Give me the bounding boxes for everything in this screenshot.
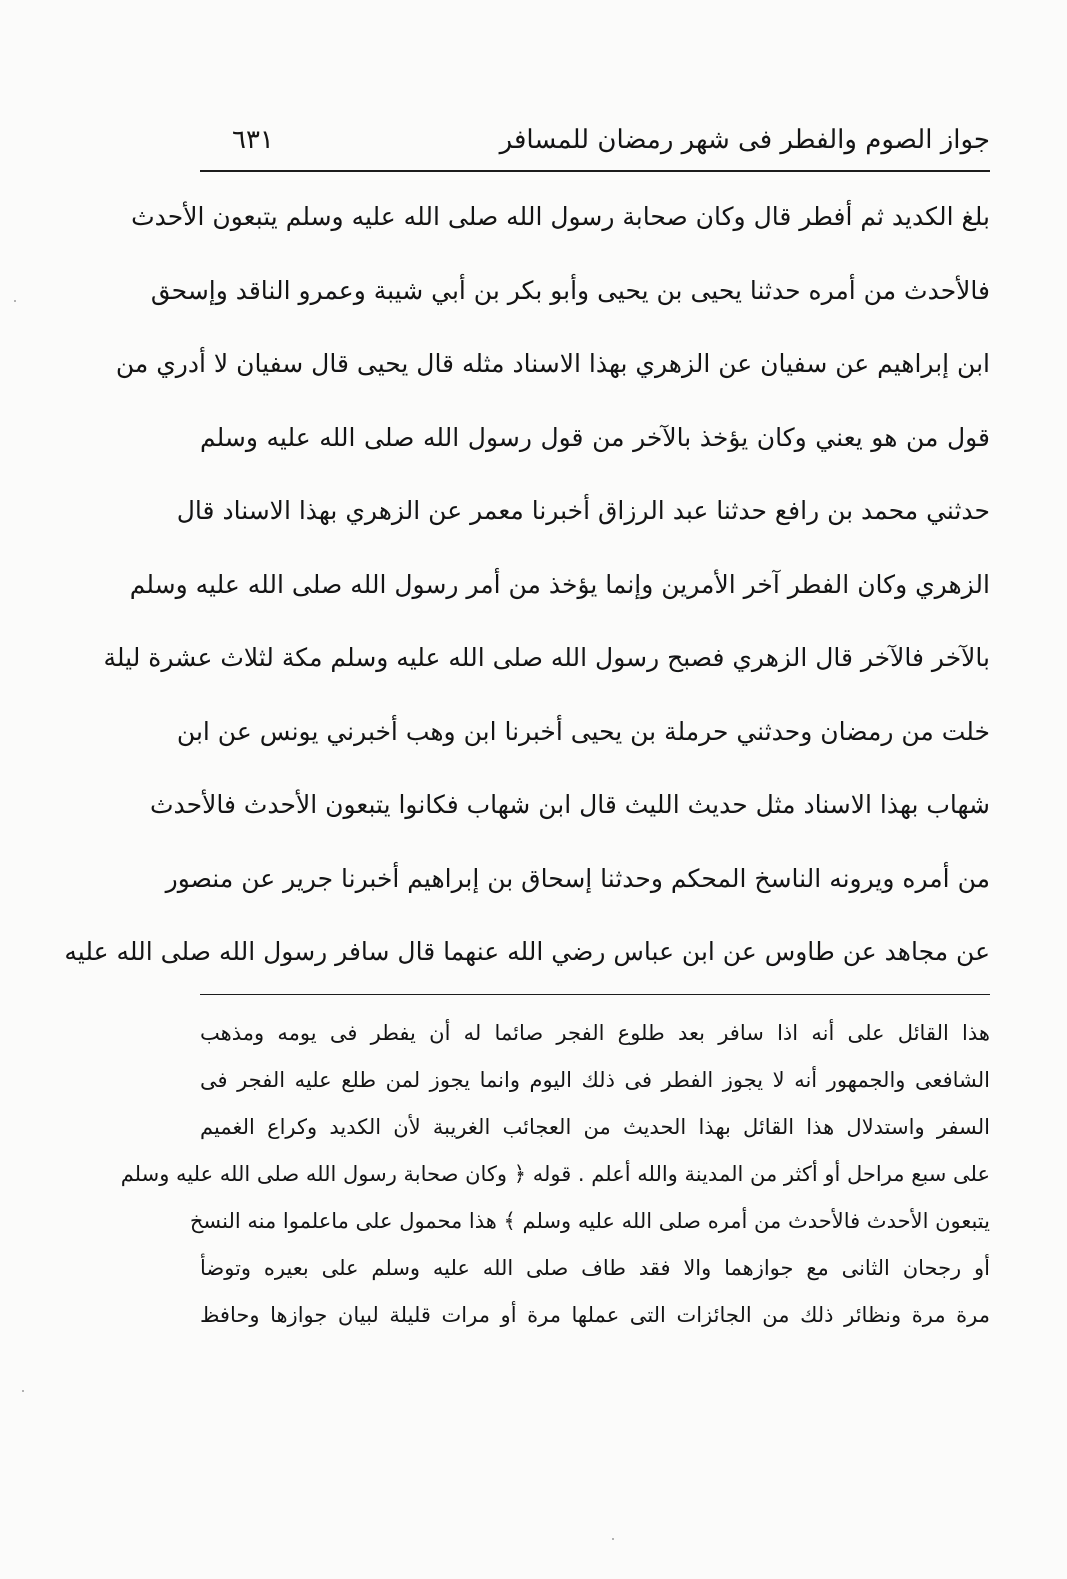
hadith-line: فالأحدث من أمره حدثنا يحيى بن يحيى وأبو بكر بن أبي شيبة وعمرو الناقد وإسحق (150, 275, 990, 305)
commentary-block (120, 1010, 990, 1339)
running-title: جواز الصوم والفطر فی شهر رمضان للمسافر (499, 125, 990, 155)
hadith-line: الزهري وكان الفطر آخر الأمرين وإنما يؤخذ من أمر رسول الله صلى الله عليه وسلم (129, 569, 990, 599)
hadith-line: شهاب بهذا الاسناد مثل حديث الليث قال ابن شهاب فكانوا يتبعون الأحدث فالأحدث (150, 790, 990, 819)
commentary-line: السفر واستدلال هذا القائل بهذا الحديث من العجائب الغريبة لأن الكديد وكراع الغميم (200, 1115, 990, 1139)
hadith-line: بالآخر فالآخر قال الزهري فصبح رسول الله صلى الله عليه وسلم مكة لثلاث عشرة ليلة (103, 643, 990, 672)
commentary-line: أو رجحان الثانى مع جوازهما والا فقد طاف صلى الله عليه وسلم على بعيره وتوضأ (200, 1256, 990, 1280)
hadith-text-block (64, 180, 990, 989)
page-header (200, 118, 990, 168)
scan-speck (612, 1538, 614, 1540)
hadith-line: بلغ الكديد ثم أفطر قال وكان صحابة رسول الله صلى الله عليه وسلم يتبعون الأحدث (131, 202, 990, 231)
commentary-line: هذا القائل على أنه اذا سافر بعد طلوع الفجر صائما له أن يفطر فى يومه ومذهب (200, 1021, 990, 1045)
hadith-line: قول من هو يعني وكان يؤخذ بالآخر من قول رسول الله صلى الله عليه وسلم (200, 422, 990, 452)
header-rule (200, 170, 990, 172)
page-number: ٦٣١ (232, 125, 274, 155)
commentary-line: مرة مرة ونظائر ذلك من الجائزات التى عملها مرة أو مرات قليلة لبيان جوازها وحافظ (200, 1303, 990, 1327)
commentary-line: الشافعى والجمهور أنه لا يجوز الفطر فى ذلك اليوم وانما يجوز لمن طلع عليه الفجر فى (200, 1068, 990, 1092)
scan-speck (14, 300, 16, 302)
hadith-line: من أمره ويرونه الناسخ المحكم وحدثنا إسحاق بن إبراهيم أخبرنا جرير عن منصور (165, 863, 990, 893)
hadith-line: خلت من رمضان وحدثني حرملة بن يحيى أخبرنا ابن وهب أخبرني يونس عن ابن (176, 716, 990, 746)
hadith-line: حدثني محمد بن رافع حدثنا عبد الرزاق أخبرنا معمر عن الزهري بهذا الاسناد قال (176, 496, 990, 525)
hadith-line: ابن إبراهيم عن سفيان عن الزهري بهذا الاسناد مثله قال يحيى قال سفيان لا أدري من (115, 349, 990, 378)
commentary-divider (200, 994, 990, 995)
commentary-line: على سبع مراحل أو أكثر من المدينة والله أعلم . قوله ﴿ وكان صحابة رسول الله صلى الله عليه وسلم (120, 1162, 990, 1186)
scan-speck (22, 1390, 24, 1392)
commentary-line: يتبعون الأحدث فالأحدث من أمره صلى الله عليه وسلم ﴾ هذا محمول على ماعلموا منه النسخ (189, 1209, 990, 1233)
hadith-line: عن مجاهد عن طاوس عن ابن عباس رضي الله عنهما قال سافر رسول الله صلى الله عليه (64, 937, 990, 966)
